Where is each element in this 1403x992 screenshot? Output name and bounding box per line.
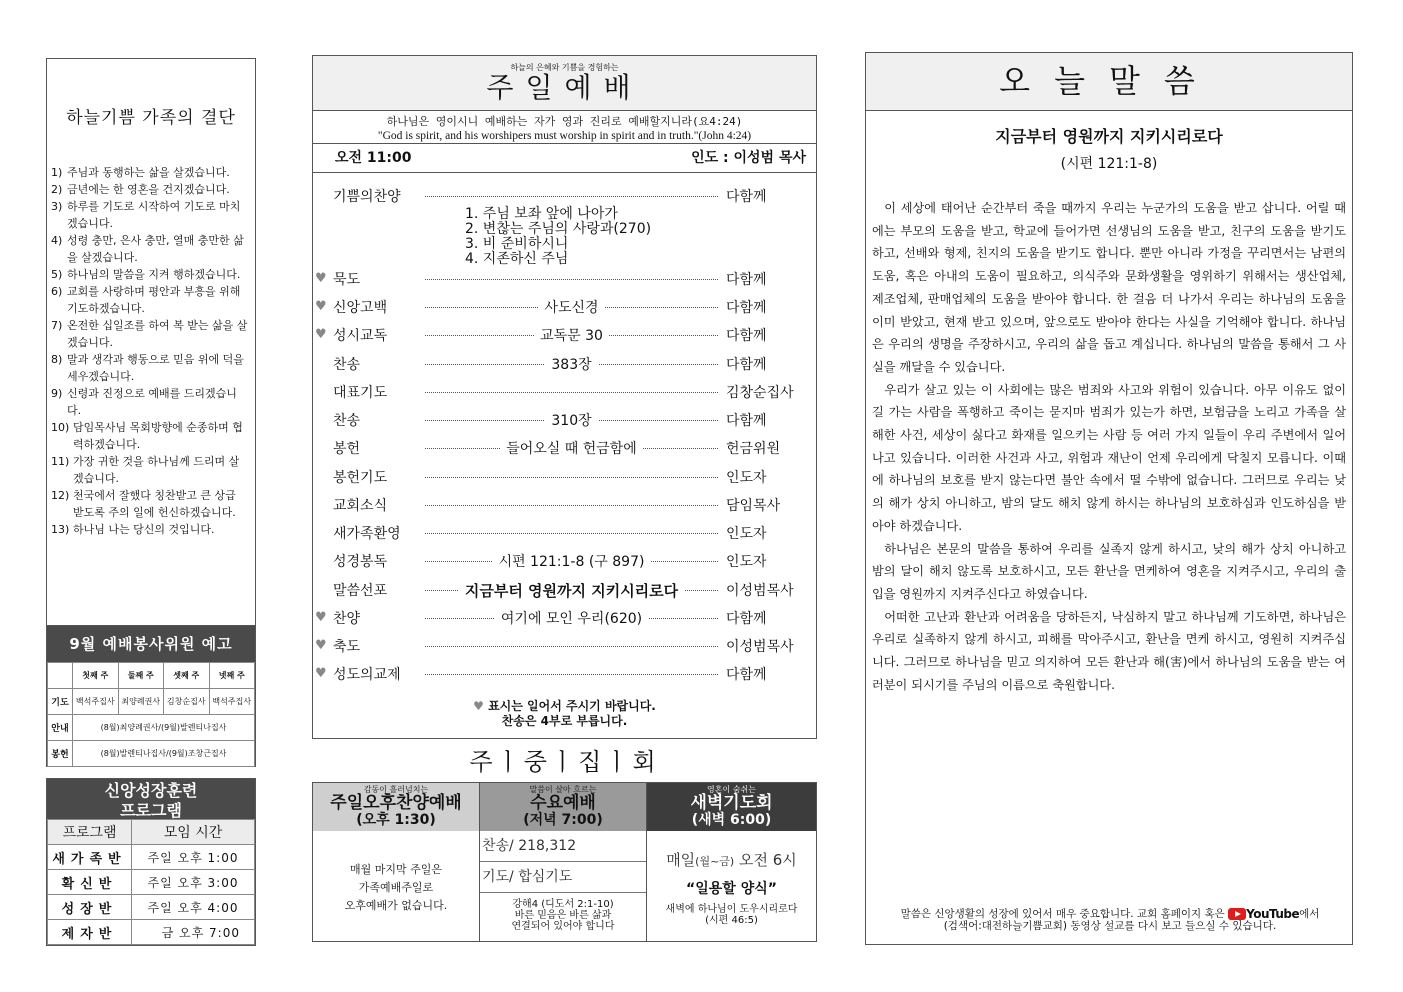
order-item-person: 인도자 xyxy=(726,554,767,570)
dotted-leader xyxy=(425,196,718,197)
dotted-leader xyxy=(425,674,718,675)
today-word-panel xyxy=(865,52,1353,945)
dotted-leader xyxy=(425,392,718,393)
worship-order-item xyxy=(313,354,816,376)
order-item-person: 이성범목사 xyxy=(726,639,794,655)
worship-subtitle: 하늘의 은혜와 기쁨을 경험하는 xyxy=(510,63,619,72)
heart-icon: ♥ xyxy=(315,610,327,625)
volunteer-schedule xyxy=(46,626,256,767)
order-item-name: 교회소식 xyxy=(333,498,388,514)
order-item-name: 찬양 xyxy=(333,611,361,627)
order-item-name: 축도 xyxy=(333,639,361,655)
worship-info xyxy=(313,144,816,173)
week-header: 넷째 주 xyxy=(209,663,255,689)
order-item-detail: 시편 121:1-8 (구 897) xyxy=(493,554,651,570)
table-row: 확신반 주일 오후 3:00 xyxy=(48,870,255,895)
worship-order-item xyxy=(313,467,816,489)
order-item-person: 다함께 xyxy=(726,189,767,205)
order-item-person: 다함께 xyxy=(726,357,767,373)
heart-icon: ♥ xyxy=(473,699,484,713)
afternoon-worship-column: 감동이 흘러넘치는 주일오후찬양예배 (오후 1:30) 매월 마지막 주일은 가족예배주일로 오후예배가 없습니다. xyxy=(313,783,480,941)
resolution-item: 7) 온전한 십일조를 하여 복 받는 삶을 살겠습니다. xyxy=(51,319,248,349)
order-item-name: 묵도 xyxy=(333,272,361,288)
heart-icon: ♥ xyxy=(315,271,327,286)
youtube-play-icon xyxy=(1228,908,1246,920)
order-item-name: 새가족환영 xyxy=(333,526,401,542)
order-item-name: 봉헌기도 xyxy=(333,470,388,486)
table-row: 성장반 주일 오후 4:00 xyxy=(48,895,255,920)
role-label: 기도 xyxy=(48,689,73,715)
worship-title: 주일예배 xyxy=(486,71,643,104)
order-item-person: 다함께 xyxy=(726,667,767,683)
order-item-detail: 교독문 30 xyxy=(534,328,609,344)
table-cell: (8월)최양례권사/(9월)발렌티나집사 xyxy=(73,715,255,741)
order-item-person: 다함께 xyxy=(726,611,767,627)
praise-song: 3. 비 준비하시니 xyxy=(465,236,569,252)
resolution-item: 11) 가장 귀한 것을 하나님께 드리며 살겠습니다. xyxy=(51,455,240,485)
worship-time: 오전 11:00 xyxy=(335,150,412,166)
order-item-name: 말씀선포 xyxy=(333,583,388,599)
worship-order-item xyxy=(313,551,816,573)
order-item-person: 다함께 xyxy=(726,300,767,316)
order-item-name: 찬송 xyxy=(333,413,361,429)
week-header: 둘째 주 xyxy=(118,663,164,689)
resolution-item: 3) 하루를 기도로 시작하여 기도로 마치겠습니다. xyxy=(51,200,241,230)
order-item-name: 성도의교제 xyxy=(333,667,401,683)
family-resolutions-panel xyxy=(46,58,256,626)
heart-icon: ♥ xyxy=(315,638,327,653)
order-item-name: 성시교독 xyxy=(333,328,388,344)
weekday-gatherings-panel xyxy=(312,782,817,942)
worship-order-item xyxy=(313,523,816,545)
volunteer-title: 9월 예배봉사위원 예고 xyxy=(47,626,255,662)
dawn-prayer-column: 영혼이 숨쉬는 새벽기도회 (새벽 6:00) 매일(월~금) 오전 6시 “일용할 양식” 새벽에 하나님이 도우시리로다 (시편 46:5) xyxy=(647,783,816,941)
worship-note: ♥ 표시는 일어서 주시기 바랍니다. 찬송은 4부로 부릅니다. xyxy=(473,699,656,728)
training-table xyxy=(47,819,255,945)
table-row: 새가족반 주일 오후 1:00 xyxy=(48,845,255,870)
table-cell: 최양례권사 xyxy=(118,689,164,715)
worship-order-item xyxy=(313,580,816,602)
worship-order-item xyxy=(313,410,816,432)
resolution-item: 5) 하나님의 말씀을 지켜 행하겠습니다. xyxy=(51,268,241,281)
resolution-item: 4) 성령 충만, 은사 충만, 열매 충만한 삶을 살겠습니다. xyxy=(51,234,244,264)
resolution-item: 9) 신령과 진정으로 예배를 드리겠습니다. xyxy=(51,387,237,417)
order-item-person: 다함께 xyxy=(726,328,767,344)
weekday-gatherings-title: 주ㅣ중ㅣ집ㅣ회 xyxy=(469,748,660,776)
resolutions-list xyxy=(47,164,255,538)
worship-order-item xyxy=(313,382,816,404)
praise-song: 1. 주님 보좌 앞에 나아가 xyxy=(465,206,618,222)
sermon-footer: 말씀은 신앙생활의 성장에 있어서 매우 중요합니다. 교회 홈페이지 혹은 YouTube에서 (검색어:대전하늘기쁨교회) 동영상 설교를 다시 보고 들으실 수 있습니다. xyxy=(900,907,1320,932)
sunday-worship-panel xyxy=(312,55,817,739)
order-item-detail: 지금부터 영원까지 지키시리로다 xyxy=(459,582,684,600)
order-item-name: 대표기도 xyxy=(333,385,388,401)
worship-order-item xyxy=(313,269,816,291)
dotted-leader xyxy=(425,477,718,478)
table-row xyxy=(48,689,255,715)
table-header-row: 프로그램 모임 시간 xyxy=(48,820,255,845)
order-item-person: 이성범목사 xyxy=(726,583,794,599)
week-header: 첫째 주 xyxy=(73,663,119,689)
order-item-person: 다함께 xyxy=(726,413,767,429)
worship-order-item xyxy=(313,608,816,630)
sermon-paragraph: 하나님은 본문의 말씀을 통하여 우리를 실족지 않게 하시고, 낮의 해가 상치 아니하고 밤의 달이 해치 않도록 보호하시고, 모든 환난을 면케하여 영혼을 지켜주시고, 우리의 출입을 영원까지 지켜주신다고 하였습니다. xyxy=(872,541,1346,601)
dotted-leader xyxy=(425,533,718,534)
resolution-item: 6) 교회를 사랑하며 평안과 부흥을 위해 기도하겠습니다. xyxy=(51,285,241,315)
table-row xyxy=(48,741,255,767)
table-cell: 백석주집사 xyxy=(209,689,255,715)
resolution-item: 13) 하나님 나는 당신의 것입니다. xyxy=(51,523,215,536)
sermon-title: 지금부터 영원까지 지키시리로다 xyxy=(995,127,1223,146)
praise-song-list xyxy=(465,207,651,267)
order-item-detail: 사도신경 xyxy=(538,300,604,316)
wednesday-worship-column: 말씀이 살아 흐르는 수요예배 (저녁 7:00) 찬송/ 218,312 기도/ 합심기도 강해4 (디도서 2:1-10) 바른 믿음은 바른 삶과 연결되어 있어야 합니다 xyxy=(480,783,647,941)
heart-icon: ♥ xyxy=(315,327,327,342)
order-item-name: 기쁨의찬양 xyxy=(333,189,401,205)
table-row: 제자반 금 오후 7:00 xyxy=(48,920,255,945)
resolution-item: 1) 주님과 동행하는 삶을 살겠습니다. xyxy=(51,166,230,179)
resolution-item: 8) 말과 생각과 행동으로 믿음 위에 덕을 세우겠습니다. xyxy=(51,353,244,383)
sermon-body xyxy=(872,197,1346,696)
resolutions-title: 하늘기쁨 가족의 결단 xyxy=(66,108,236,128)
heart-icon: ♥ xyxy=(315,299,327,314)
worship-order-item xyxy=(313,438,816,460)
dotted-leader xyxy=(425,646,718,647)
week-header: 셋째 주 xyxy=(164,663,210,689)
today-word-header: 오늘말씀 xyxy=(866,53,1352,111)
worship-header xyxy=(313,56,816,111)
worship-leader: 인도 : 이성범 목사 xyxy=(691,150,806,166)
table-cell: 김창순집사 xyxy=(164,689,210,715)
sermon-paragraph: 어떠한 고난과 환난과 어려움을 당하든지, 낙심하지 말고 하나님께 기도하면, 하나님은 우리로 실족하지 않게 하시고, 피해를 막아주시고, 환난을 면케 하시고, 영원히 지켜주십니다. 그러므로 하나님을 믿고 의지하여 모든 환난과 해(害)에서 하나님의 도움을 받는 여러분이 되시기를 주님의 이름으로 축원합니다. xyxy=(872,609,1346,692)
order-item-person: 헌금위원 xyxy=(726,441,781,457)
order-item-name: 봉헌 xyxy=(333,441,361,457)
worship-order-item xyxy=(313,664,816,686)
role-label: 봉헌 xyxy=(48,741,73,767)
table-row xyxy=(48,715,255,741)
resolution-item: 2) 금년에는 한 영혼을 건지겠습니다. xyxy=(51,183,230,196)
table-cell: (8월)발렌티나집사/(9월)조창근집사 xyxy=(73,741,255,767)
sermon-reference: (시편 121:1-8) xyxy=(1060,156,1158,172)
order-item-detail: 383장 xyxy=(545,357,597,373)
youtube-logo[interactable]: YouTube xyxy=(1228,908,1299,920)
resolution-item: 10) 담임목사님 목회방향에 순종하며 협력하겠습니다. xyxy=(51,421,243,451)
order-item-name: 신앙고백 xyxy=(333,300,388,316)
order-item-person: 김창순집사 xyxy=(726,385,794,401)
order-item-person: 담임목사 xyxy=(726,498,781,514)
training-title: 신앙성장훈련 프로그램 xyxy=(47,779,255,819)
worship-verse: 하나님은 영이시니 예배하는 자가 영과 진리로 예배할지니라(요4:24) "God is spirit, and his worshipers must worship in spirit and in truth."(John 4:24) xyxy=(313,111,816,144)
order-item-detail: 310장 xyxy=(545,413,597,429)
table-header-row xyxy=(48,663,255,689)
order-item-detail: 들어오실 때 헌금함에 xyxy=(500,441,643,457)
praise-song: 4. 지존하신 주님 xyxy=(465,251,569,267)
sermon-paragraph: 우리가 살고 있는 이 사회에는 많은 범죄와 사고와 위험이 있습니다. 아무 이유도 없이 길 가는 사람을 폭행하고 죽이는 묻지마 범죄가 있는가 하면, 보험금을 노리고 가족을 살해한 사건, 세상이 싫다고 화재를 일으키는 사람 등 여러 가지 일들이 우리 주변에서 일어나고 있습니다. 이러한 사건과 사고, 위험과 재난이 언제 우리에게 닥칠지 모릅니다. 이때에 하나님의 보호를 받지 않는다면 불안 속에서 떨 수밖에 없습니다. 그러므로 우리는 낮의 해가 상치 아니하고, 밤의 달도 해치 않게 하시는 하나님의 보호하심과 인도하심을 받아야 하겠습니다. xyxy=(872,382,1346,533)
worship-order-item xyxy=(313,186,816,267)
resolution-item: 12) 천국에서 잘했다 칭찬받고 큰 상급 받도록 주의 일에 헌신하겠습니다. xyxy=(51,489,236,519)
heart-icon: ♥ xyxy=(315,666,327,681)
worship-order-item xyxy=(313,636,816,658)
order-item-detail: 여기에 모인 우리(620) xyxy=(495,611,648,627)
table-cell: 백석주집사 xyxy=(73,689,119,715)
worship-order-item xyxy=(313,325,816,347)
praise-song: 2. 변찮는 주님의 사랑과(270) xyxy=(465,221,652,237)
worship-order-item xyxy=(313,495,816,517)
order-item-name: 성경봉독 xyxy=(333,554,388,570)
dotted-leader xyxy=(425,505,718,506)
order-item-person: 다함께 xyxy=(726,272,767,288)
training-program-panel xyxy=(46,778,256,946)
order-item-person: 인도자 xyxy=(726,470,767,486)
order-item-name: 찬송 xyxy=(333,357,361,373)
worship-order-item xyxy=(313,297,816,319)
role-label: 안내 xyxy=(48,715,73,741)
volunteer-table xyxy=(47,662,255,767)
order-item-person: 인도자 xyxy=(726,526,767,542)
dotted-leader xyxy=(425,279,718,280)
sermon-paragraph: 이 세상에 태어난 순간부터 죽을 때까지 우리는 누군가의 도움을 받고 삽니다. 어릴 때에는 부모의 도움을 받고, 학교에 들어가면 선생님의 도움을 받고, 친구의 도움을 받기도 하고, 선배와 형제, 친지의 도움을 받기도 합니다. 뿐만 아니라 가정을 꾸리면서는 남편의 도움, 혹은 아내의 도움이 필요하고, 의식주와 문화생활을 영위하기 위해서는 생산업체, 제조업체, 판매업체의 도움을 받아야 합니다. 한 걸음 더 나가서 우리는 하나님의 도움을 이미 받았고, 현재 받고 있으며, 앞으로도 받아야 한다는 사실을 기억해야 합니다. 하나님은 우리의 생명을 주장하시고, 우리의 삶을 돕고 계십니다. 하나님의 말씀을 통해서 그 사실을 깨달을 수 있습니다. xyxy=(872,201,1346,374)
